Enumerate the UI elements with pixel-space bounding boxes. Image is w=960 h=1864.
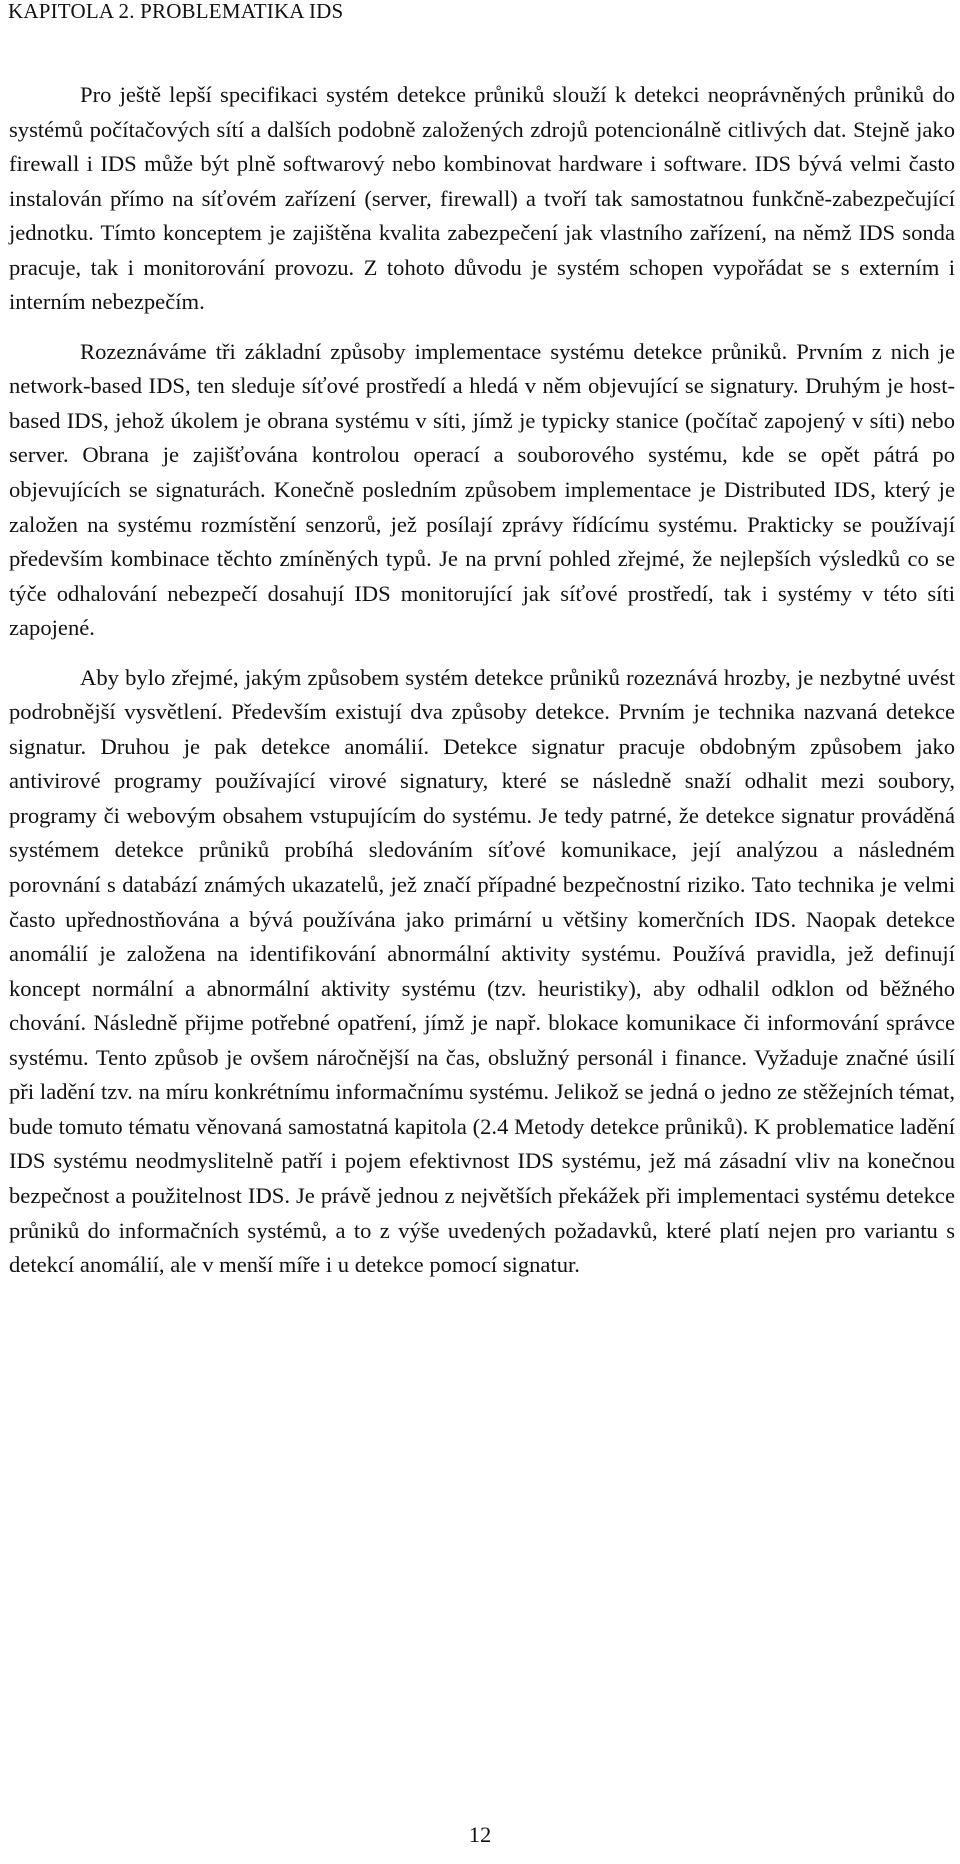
- document-body: [9, 78, 955, 1283]
- chapter-header: KAPITOLA 2. PROBLEMATIKA IDS: [8, 0, 344, 23]
- paragraph-ids-definition: Pro ještě lepší specifikaci systém detekce průniků slouží k detekci neoprávněných průniků do systémů počítačových sítí a dalších podobně založených zdrojů potencionálně citlivých dat. Stejně jako firewall i IDS může být plně softwarový nebo kombinovat hardware i software. IDS bývá velmi často instalován přímo na síťovém zařízení (server, firewall) a tvoří tak samostatnou funkčně-zabezpečující jednotku. Tímto konceptem je zajištěna kvalita zabezpečení jak vlastního zařízení, na němž IDS sonda pracuje, tak i monitorování provozu. Z tohoto důvodu je systém schopen vypořádat se s externím i interním nebezpečím.: [9, 82, 955, 315]
- paragraph-detection-methods: Aby bylo zřejmé, jakým způsobem systém detekce průniků rozeznává hrozby, je nezbytné uvést podrobnější vysvětlení. Především existují dva způsoby detekce. Prvním je technika nazvaná detekce signatur. Druhou je pak detekce anomálií. Detekce signatur pracuje obdobným způsobem jako antivirové programy používající virové signatury, které se následně snaží odhalit mezi soubory, programy či webovým obsahem vstupujícím do systému. Je tedy patrné, že detekce signatur prováděná systémem detekce průniků probíhá sledováním síťové komunikace, její analýzou a následném porovnání s databází známých ukazatelů, jež značí případné bezpečnostní riziko. Tato technika je velmi často upřednostňována a bývá používána jako primární u většiny komerčních IDS. Naopak detekce anomálií je založena na identifikování abnormální aktivity systému. Používá pravidla, jež definují koncept normální a abnormální aktivity systému (tzv. heuristiky), aby odhalil odklon od běžného chování. Následně přijme potřebné opatření, jímž je např. blokace komunikace či informování správce systému. Tento způsob je ovšem náročnější na čas, obslužný personál i finance. Vyžaduje značné úsilí při ladění tzv. na míru konkrétnímu informačnímu systému. Jelikož se jedná o jedno ze stěžejních témat, bude tomuto tématu věnovaná samostatná kapitola (2.4 Metody detekce průniků). K problematice ladění IDS systému neodmyslitelně patří i pojem efektivnost IDS systému, jež má zásadní vliv na konečnou bezpečnost a použitelnost IDS. Je právě jednou z největších překážek při implementaci systému detekce průniků do informačních systémů, a to z výše uvedených požadavků, které platí nejen pro variantu s detekcí anomálií, ale v menší míře i u detekce pomocí signatur.: [9, 664, 955, 1278]
- paragraph-implementation-types: Rozeznáváme tři základní způsoby implementace systému detekce průniků. Prvním z nich je network-based IDS, ten sleduje síťové prostředí a hledá v něm objevující se signatury. Druhým je host-based IDS, jehož úkolem je obrana systému v síti, jímž je typicky stanice (počítač zapojený v síti) nebo server. Obrana je zajišťována kontrolou operací a souborového systému, kde se opět pátrá po objevujících se signaturách. Konečně posledním způsobem implementace je Distributed IDS, který je založen na systému rozmístění senzorů, jež posílají zprávy řídícímu systému. Prakticky se používají především kombinace těchto zmíněných typů. Je na první pohled zřejmé, že nejlepších výsledků co se týče odhalování nebezpečí dosahují IDS monitorující jak síťové prostředí, tak i systémy v této síti zapojené.: [9, 338, 955, 641]
- page-number: 12: [468, 1822, 492, 1847]
